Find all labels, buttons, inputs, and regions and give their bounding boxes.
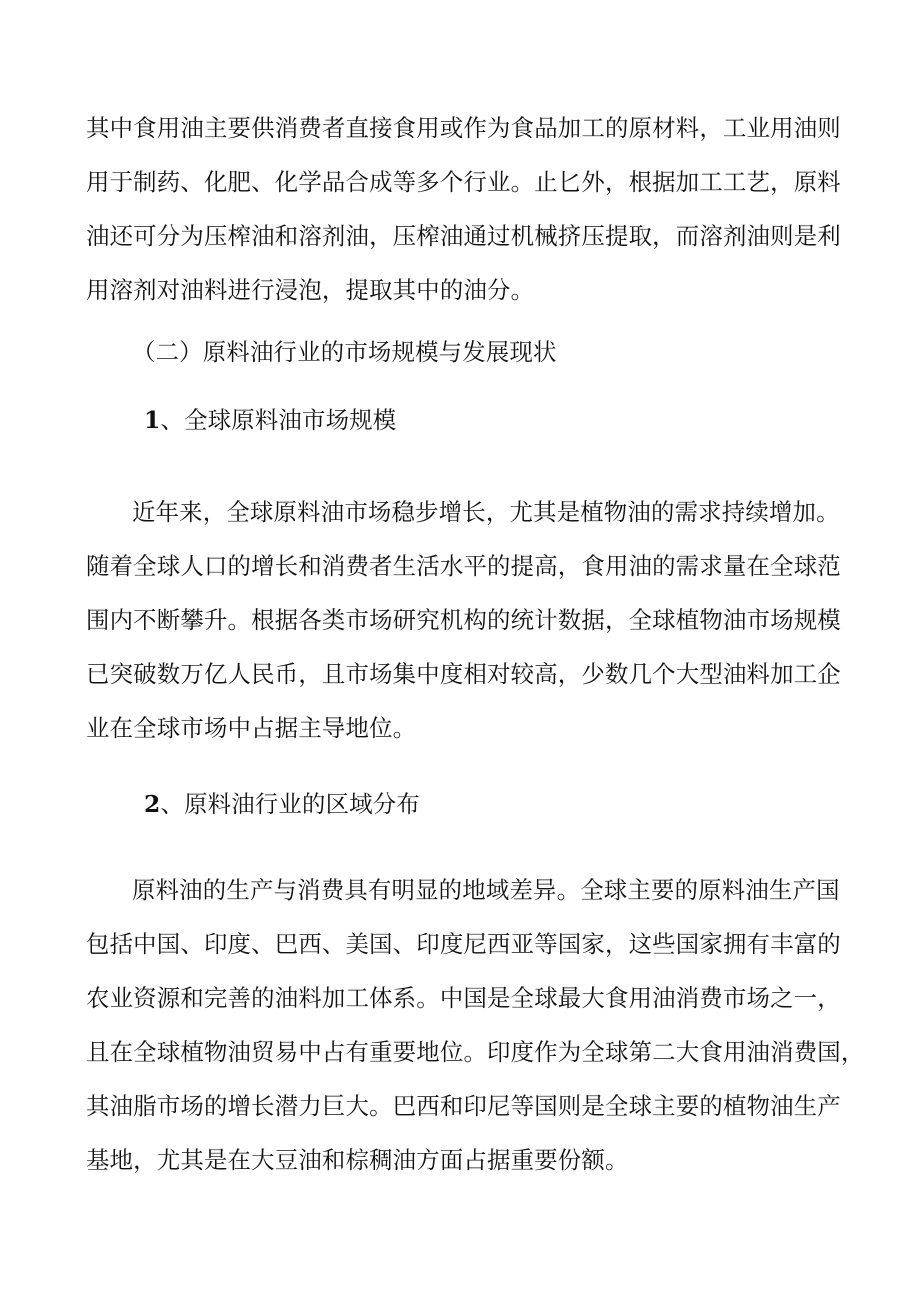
subheading-number: 2 bbox=[144, 790, 161, 818]
subheading-title: 、原料油行业的区域分布 bbox=[160, 790, 420, 818]
paragraph-line: 原料油的生产与消费具有明显的地域差异。全球主要的原料油生产国 bbox=[132, 876, 840, 904]
paragraph-line: 其油脂市场的增长潜力巨大。巴西和印尼等国则是全球主要的植物油生产 bbox=[86, 1092, 841, 1120]
subheading-number: 1 bbox=[144, 406, 161, 434]
subheading-2 bbox=[144, 789, 420, 819]
subheading-1 bbox=[144, 405, 396, 435]
section-heading: （二）原料油行业的市场规模与发展现状 bbox=[132, 338, 557, 366]
paragraph-line: 基地，尤其是在大豆油和棕稠油方面占据重要份额。 bbox=[86, 1146, 629, 1174]
paragraph-line: 已突破数万亿人民币，且市场集中度相对较高，少数几个大型油料加工企 bbox=[86, 660, 841, 688]
paragraph-line: 油还可分为压榨油和溶剂油，压榨油通过机械挤压提取，而溶剂油则是利 bbox=[86, 222, 841, 250]
paragraph-line: 业在全球市场中占据主导地位。 bbox=[86, 714, 417, 742]
paragraph-line: 随着全球人口的增长和消费者生活水平的提高，食用油的需求量在全球范 bbox=[86, 552, 841, 580]
paragraph-line: 且在全球植物油贸易中占有重要地位。印度作为全球第二大食用油消费国， bbox=[86, 1038, 865, 1066]
paragraph-line: 包括中国、印度、巴西、美国、印度尼西亚等国家，这些国家拥有丰富的 bbox=[86, 930, 841, 958]
paragraph-line: 用于制药、化肥、化学品合成等多个行业。止匕外，根据加工工艺，原料 bbox=[86, 168, 841, 196]
paragraph-line: 围内不断攀升。根据各类市场研究机构的统计数据，全球植物油市场规模 bbox=[86, 606, 841, 634]
paragraph-line: 农业资源和完善的油料加工体系。中国是全球最大食用油消费市场之一， bbox=[86, 984, 841, 1012]
subheading-title: 、全球原料油市场规模 bbox=[160, 406, 397, 434]
paragraph-line: 近年来，全球原料油市场稳步增长，尤其是植物油的需求持续增加。 bbox=[132, 498, 840, 526]
paragraph-line: 用溶剂对油料进行浸泡，提取其中的油分。 bbox=[86, 276, 535, 304]
paragraph-line: 其中食用油主要供消费者直接食用或作为食品加工的原材料，工业用油则 bbox=[86, 114, 841, 142]
